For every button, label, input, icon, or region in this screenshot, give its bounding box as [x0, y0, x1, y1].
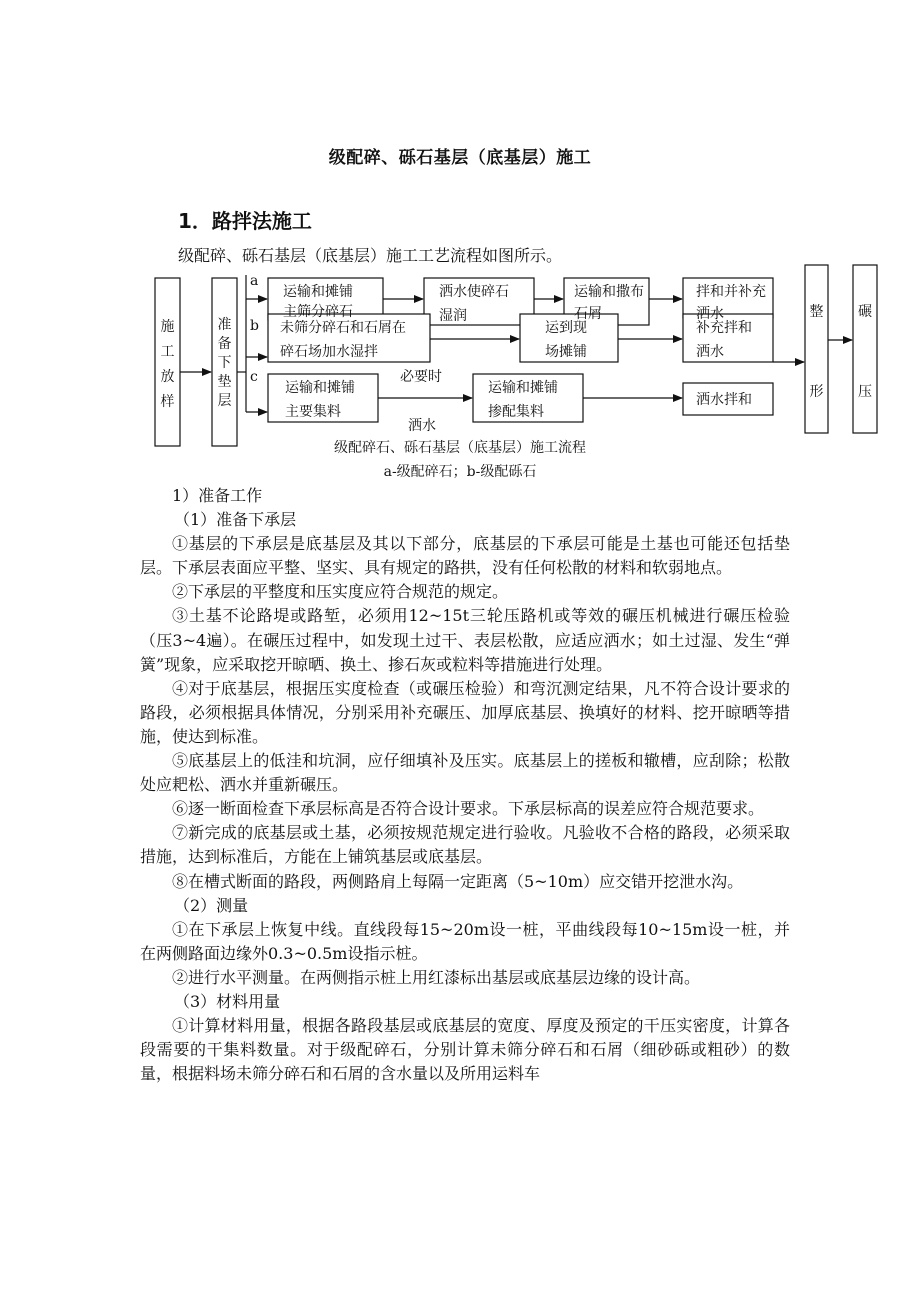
- box-a4-label: 拌和并补充洒水: [696, 284, 766, 322]
- note-water: 洒水: [408, 418, 436, 434]
- paragraph: （1）准备下承层: [174, 510, 297, 530]
- paragraph: （2）测量: [174, 895, 249, 915]
- branch-label-a: a: [250, 273, 259, 289]
- box-b2-label: 运到现场摊铺: [545, 320, 587, 360]
- box-a1-label: 运输和摊铺主筛分碎石: [283, 284, 353, 320]
- document-title: 级配碎、砾石基层（底基层）施工: [328, 148, 592, 168]
- start-box-label: 施工放样: [160, 319, 175, 410]
- process-flowchart: [0, 0, 920, 484]
- paragraph: ⑤底基层上的低洼和坑洞，应仔细填补及压实。底基层上的搓板和辙槽，应刮除；松散处应耙松、洒水并重新碾压。: [140, 751, 790, 795]
- paragraph: ⑥逐一断面检查下承层标高是否符合设计要求。下承层标高的误差应符合规范要求。: [172, 799, 765, 819]
- paragraph: ②下承层的平整度和压实度应符合规范的规定。: [172, 582, 509, 602]
- shape-box-label: 整形: [809, 304, 824, 400]
- paragraph: ①在下承层上恢复中线。直线段每15~20m设一桩，平曲线段每10~15m设一桩，并在两侧路面边缘外0.3~0.5m设指示桩。: [140, 919, 790, 963]
- intro-paragraph: 级配碎、砾石基层（底基层）施工工艺流程如图所示。: [178, 246, 563, 265]
- compact-box-label: 碾压: [858, 304, 872, 400]
- box-a3-label: 运输和撒布石屑: [574, 284, 644, 322]
- branch-label-b: b: [250, 318, 259, 334]
- body-text: [140, 484, 790, 1086]
- paragraph: 1）准备工作: [172, 486, 263, 505]
- paragraph: ⑧在槽式断面的路段，两侧路肩上每隔一定距离（5~10m）应交错开挖泄水沟。: [172, 871, 744, 891]
- paragraph: ⑦新完成的底基层或土基，必须按规范规定进行验收。凡验收不合格的路段，必须采取措施，达到标准后，方能在上铺筑基层或底基层。: [140, 823, 790, 867]
- box-c1-label: 运输和摊铺主要集料: [285, 380, 355, 420]
- box-a2-label: 洒水使碎石湿润: [439, 284, 509, 324]
- box-b3-label: 补充拌和洒水: [696, 320, 752, 360]
- box-c2-label: 运输和摊铺掺配集料: [488, 380, 558, 420]
- paragraph: ④对于底基层，根据压实度检查（或碾压检验）和弯沉测定结果，凡不符合设计要求的路段，必须根据具体情况，分别采用补充碾压、加厚底基层、换填好的材料、挖开晾晒等措施，使达到标准。: [140, 678, 790, 746]
- figure-caption: 级配碎石、砾石基层（底基层）施工流程: [334, 440, 586, 456]
- shape-box: [805, 265, 828, 433]
- figure-subcaption: a-级配碎石；b-级配砾石: [383, 464, 537, 480]
- paragraph: ②进行水平测量。在两侧指示桩上用红漆标出基层或底基层边缘的设计高。: [172, 967, 701, 987]
- box-c3-label: 洒水拌和: [696, 392, 752, 408]
- note-when-needed: 必要时: [400, 369, 442, 385]
- section-heading: 1．路拌法施工: [178, 209, 312, 233]
- paragraph: ③土基不论路堤或路堑，必须用12~15t三轮压路机或等效的碾压机械进行碾压检验（压3~4遍）。在碾压过程中，如发现土过干、表层松散，应适应洒水；如土过湿、发生“弹簧”现象，应采取挖开晾晒、换土、掺石灰或粒料等措施进行处理。: [140, 606, 790, 674]
- branch-label-c: c: [250, 369, 258, 385]
- prep-box-label: 准备下垫层: [217, 317, 232, 409]
- paragraph: ①基层的下承层是底基层及其以下部分，底基层的下承层可能是土基也可能还包括垫层。下承层表面应平整、坚实、具有规定的路拱，没有任何松散的材料和软弱地点。: [140, 534, 790, 578]
- paragraph: （3）材料用量: [174, 991, 281, 1011]
- paragraph: ①计算材料用量，根据各路段基层或底基层的宽度、厚度及预定的干压实密度，计算各段需要的干集料数量。对于级配碎石，分别计算未筛分碎石和石屑（细砂砾或粗砂）的数量，根据料场未筛分碎石和石屑的含水量以及所用运料车: [140, 1016, 790, 1084]
- box-b1-label: 未筛分碎石和石屑在碎石场加水湿拌: [280, 320, 406, 360]
- start-box: [155, 278, 180, 446]
- compact-box: [853, 265, 877, 433]
